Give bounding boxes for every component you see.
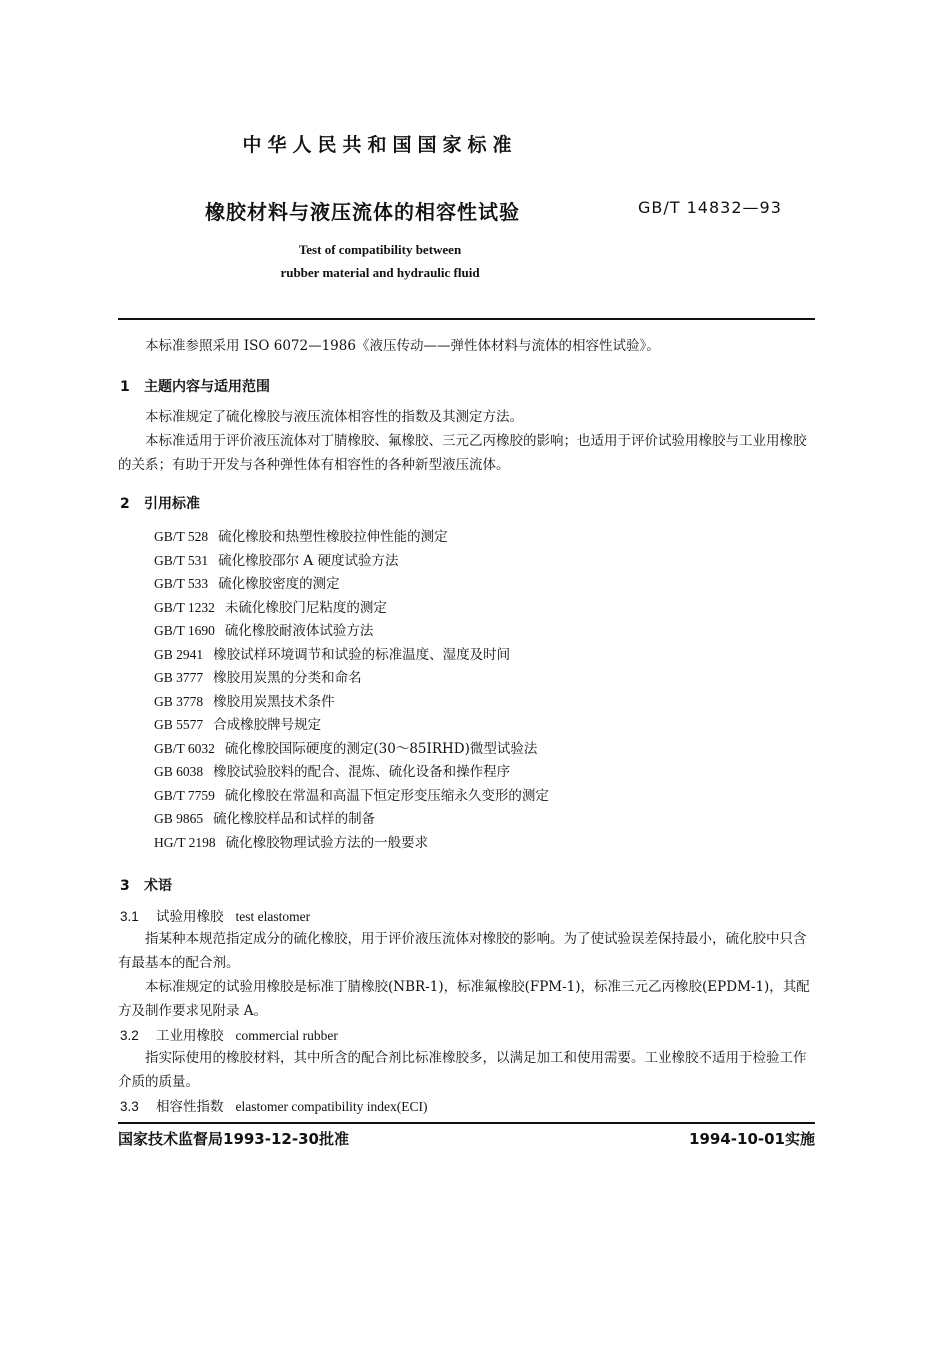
reference-item — [154, 690, 549, 714]
reference-code: GB 5577 — [154, 717, 204, 732]
reference-title: 硫化橡胶物理试验方法的一般要求 — [225, 834, 429, 851]
reference-title: 硫化橡胶耐液体试验方法 — [224, 623, 374, 639]
referenced-standards-list — [154, 525, 549, 854]
document-title-en-line2: rubber material and hydraulic fluid — [280, 265, 480, 280]
term-3-1-note: 本标准规定的试验用橡胶是标准丁腈橡胶(NBR-1)，标准氟橡胶(FPM-1)，标准三元乙丙橡胶(EPDM-1)，其配方及制作要求见附录 A。 — [118, 979, 810, 1019]
reference-item — [154, 619, 549, 643]
reference-code: GB 3778 — [154, 693, 204, 709]
reference-code: GB 3777 — [154, 670, 204, 685]
reference-title: 硫化橡胶在常温和高温下恒定形变压缩永久变形的测定 — [224, 787, 549, 804]
reference-item — [154, 666, 549, 690]
reference-title: 橡胶试验胶料的配合、混炼、硫化设备和操作程序 — [213, 764, 511, 780]
reference-item — [154, 549, 549, 573]
term-3-2-definition: 指实际使用的橡胶材料，其中所含的配合剂比标准橡胶多，以满足加工和使用需要。工业橡胶不适用于检验工作介质的质量。 — [118, 1050, 807, 1090]
term-3-3 — [120, 1095, 427, 1115]
section-title: 主题内容与适用范围 — [144, 379, 270, 395]
reference-item — [154, 831, 549, 855]
document-title-cn: 橡胶材料与液压流体的相容性试验 — [205, 200, 520, 224]
term-cn: 试验用橡胶 — [156, 909, 224, 925]
reference-item — [154, 760, 549, 784]
reference-code: GB 6038 — [154, 764, 204, 779]
reference-code: GB/T 533 — [154, 576, 209, 591]
term-cn: 工业用橡胶 — [156, 1028, 224, 1044]
section-1-paragraph-1: 本标准规定了硫化橡胶与液压流体相容性的指数及其测定方法。 — [145, 409, 523, 425]
reference-code: GB/T 528 — [154, 529, 209, 544]
reference-title: 硫化橡胶密度的测定 — [218, 576, 340, 592]
reference-item — [154, 596, 549, 620]
reference-title: 未硫化橡胶门尼粘度的测定 — [224, 599, 387, 616]
effective-date: 1994-10-01实施 — [689, 1130, 815, 1148]
term-number: 3.1 — [120, 909, 139, 924]
section-title: 术语 — [144, 878, 172, 894]
reference-title: 橡胶用炭黑的分类和命名 — [213, 670, 362, 686]
section-3-heading — [120, 875, 172, 895]
term-en: test elastomer — [235, 909, 311, 924]
reference-item — [154, 713, 549, 737]
reference-code: GB/T 7759 — [154, 787, 215, 803]
reference-item — [154, 525, 549, 549]
section-number: 2 — [120, 496, 130, 512]
document-title-en-line1: Test of compatibility between — [298, 242, 462, 257]
header-divider — [118, 318, 815, 320]
section-2-heading — [120, 493, 200, 513]
section-1-paragraph-2: 本标准适用于评价液压流体对丁腈橡胶、氟橡胶、三元乙丙橡胶的影响；也适用于评价试验用橡胶与工业用橡胶的关系；有助于开发与各种弹性体有相容性的各种新型液压流体。 — [118, 433, 807, 473]
term-3-2 — [120, 1024, 338, 1044]
national-standard-title: 中华人民共和国国家标准 — [242, 134, 518, 156]
intro-paragraph: 本标准参照采用 ISO 6072—1986《液压传动——弹性体材料与流体的相容性试验》。 — [145, 338, 660, 354]
term-number: 3.3 — [120, 1099, 139, 1114]
reference-title: 硫化橡胶国际硬度的测定(30～85IRHD)微型试验法 — [224, 740, 538, 757]
term-number: 3.2 — [120, 1028, 139, 1043]
reference-item — [154, 784, 549, 808]
approval-date: 国家技术监督局1993-12-30批准 — [118, 1130, 349, 1148]
term-3-1-definition: 指某种本规范指定成分的硫化橡胶，用于评价液压流体对橡胶的影响。为了使试验误差保持最小，硫化胶中只含有最基本的配合剂。 — [118, 931, 807, 971]
reference-code: GB 9865 — [154, 811, 204, 826]
reference-code: GB/T 1232 — [154, 599, 215, 615]
footer-divider — [118, 1122, 815, 1124]
reference-code: GB/T 531 — [154, 552, 209, 568]
section-number: 1 — [120, 379, 130, 395]
reference-title: 硫化橡胶和热塑性橡胶拉伸性能的测定 — [218, 529, 448, 545]
standard-code: GB/T 14832—93 — [638, 198, 782, 217]
reference-title: 合成橡胶牌号规定 — [213, 717, 322, 733]
reference-title: 硫化橡胶样品和试样的制备 — [213, 811, 376, 827]
reference-code: GB 2941 — [154, 646, 204, 662]
reference-item — [154, 643, 549, 667]
term-3-1 — [120, 905, 310, 925]
term-en: commercial rubber — [235, 1028, 338, 1043]
section-number: 3 — [120, 878, 130, 894]
term-cn: 相容性指数 — [156, 1099, 224, 1115]
reference-title: 橡胶试样环境调节和试验的标准温度、湿度及时间 — [213, 646, 511, 663]
reference-title: 硫化橡胶邵尔 A 硬度试验方法 — [218, 552, 399, 569]
term-en: elastomer compatibility index(ECI) — [235, 1099, 428, 1114]
reference-item — [154, 807, 549, 831]
reference-code: GB/T 1690 — [154, 623, 215, 638]
reference-code: GB/T 6032 — [154, 740, 215, 756]
section-1-heading — [120, 376, 270, 396]
section-title: 引用标准 — [144, 496, 200, 512]
reference-code: HG/T 2198 — [154, 834, 216, 850]
reference-title: 橡胶用炭黑技术条件 — [213, 693, 335, 710]
reference-item — [154, 737, 549, 761]
reference-item — [154, 572, 549, 596]
